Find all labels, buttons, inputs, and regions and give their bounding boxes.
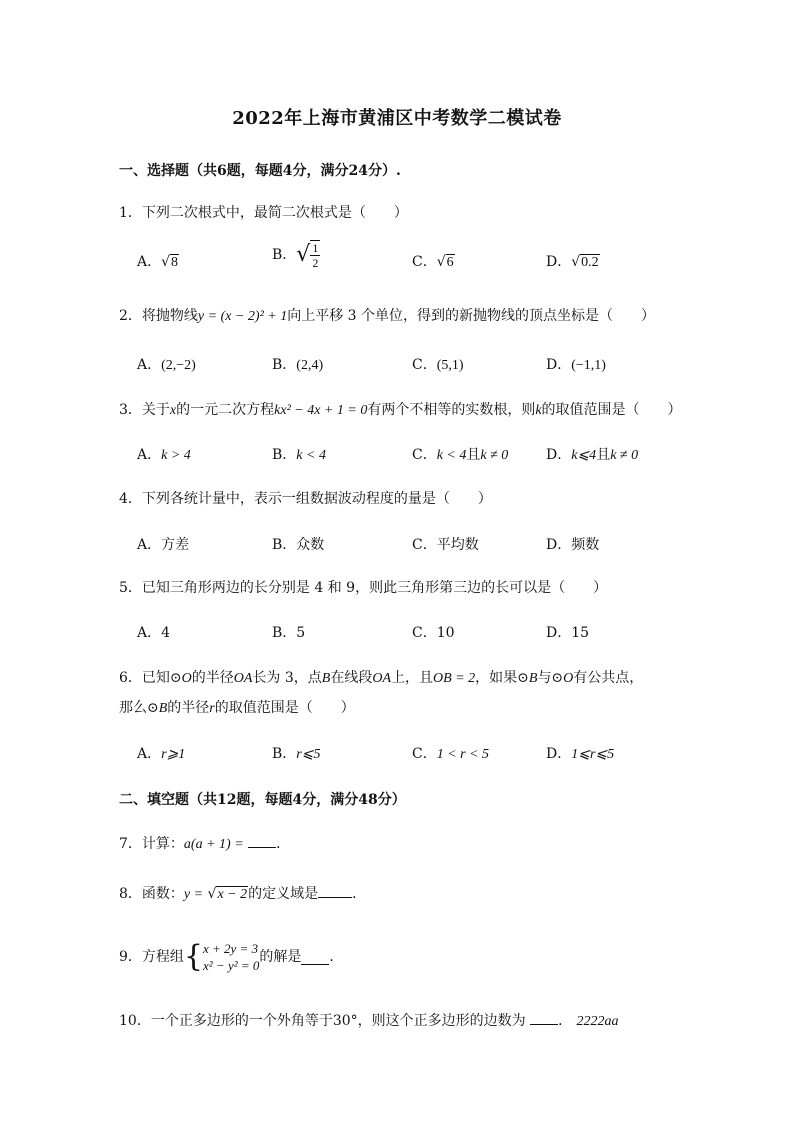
question-6-line-1: 6．已知⊙O的半径OA长为 3，点B在线段OA上，且OB = 2，如果⊙B与⊙O有公共点，	[119, 670, 644, 686]
question-8: 8．函数：y = √x − 2的定义域是 ．	[119, 883, 366, 905]
q1-option-a: A．√8	[137, 254, 179, 270]
page-title: 2022年上海市黄浦区中考数学二模试卷	[232, 108, 562, 129]
q2-option-c: C．(5,1)	[412, 357, 464, 373]
question-10: 10．一个正多边形的一个外角等于30°，则这个正多边形的边数为 ． 2222aa	[119, 1010, 619, 1032]
q1-option-c: C．√6	[412, 254, 454, 270]
q5-option-b: B．5	[272, 625, 306, 641]
question-7: 7．计算：a(a + 1) = ．	[119, 833, 290, 855]
q2-option-a: A．(2,−2)	[137, 357, 196, 373]
q3-option-a: A．k > 4	[137, 447, 191, 463]
q5-option-a: A．4	[137, 625, 171, 641]
q3-option-d: D．k⩽4且k ≠ 0	[546, 447, 639, 463]
q2-option-b: B．(2,4)	[272, 357, 324, 373]
q3-option-c: C．k < 4且k ≠ 0	[412, 447, 509, 463]
q2-option-d: D．(−1,1)	[546, 357, 606, 373]
q6-option-b: B．r⩽5	[272, 746, 321, 762]
q6-option-c: C．1 < r < 5	[412, 746, 490, 762]
q3-option-b: B．k < 4	[272, 447, 326, 463]
question-1: 1．下列二次根式中，最简二次根式是（ ）	[119, 205, 408, 221]
section-heading-fill: 二、填空题（共12题，每题4分，满分48分）	[119, 792, 406, 808]
question-9: 9．方程组{ x + 2y = 3 x² − y² = 0 的解是 ．	[119, 939, 344, 974]
q7-answer-blank[interactable]	[248, 833, 276, 848]
q6-option-d: D．1⩽r⩽5	[546, 746, 615, 762]
q5-option-c: C．10	[412, 625, 455, 641]
section-heading-choice: 一、选择题（共6题，每题4分，满分24分）.	[119, 163, 401, 179]
q6-option-a: A．r⩾1	[137, 746, 186, 762]
q4-option-c: C．平均数	[412, 537, 479, 553]
question-4: 4．下列各统计量中，表示一组数据波动程度的量是（ ）	[119, 491, 492, 507]
q4-option-a: A．方差	[137, 537, 190, 553]
question-3: 3．关于x的一元二次方程kx² − 4x + 1 = 0有两个不相等的实数根，则k的取值范围是（ ）	[119, 402, 682, 418]
q1-option-d: D．√0.2	[546, 254, 599, 270]
q5-option-d: D．15	[546, 625, 590, 641]
q9-answer-blank[interactable]	[301, 950, 329, 965]
question-6-line-2: 那么⊙B的半径r的取值范围是（ ）	[119, 700, 355, 716]
question-2: 2．将抛物线y = (x − 2)² + 1向上平移 3 个单位，得到的新抛物线的顶点坐标是（ ）	[119, 308, 656, 324]
q1-option-b: B．√ $\frac{1}{2}$	[272, 241, 319, 270]
question-5: 5．已知三角形两边的长分别是 4 和 9，则此三角形第三边的长可以是（ ）	[119, 580, 608, 596]
q4-option-d: D．频数	[546, 537, 600, 553]
q10-answer-blank[interactable]	[530, 1010, 558, 1025]
q4-option-b: B．众数	[272, 537, 325, 553]
q8-answer-blank[interactable]	[318, 883, 352, 898]
